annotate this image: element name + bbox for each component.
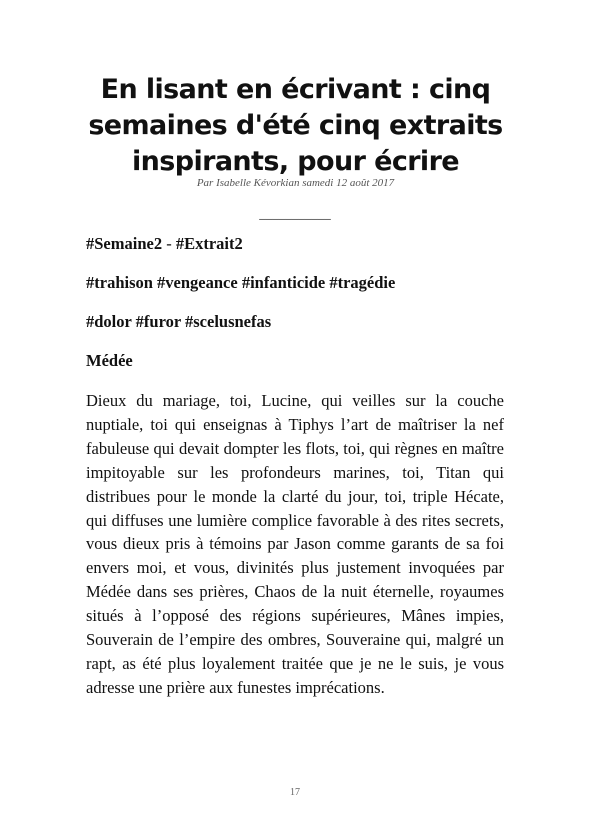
hashtags-line-1: #trahison #vengeance #infanticide #tragédie (86, 273, 396, 292)
body-paragraph: Dieux du mariage, toi, Lucine, qui veilles sur la couche nuptiale, toi qui enseignas à Tiphys l’art de maîtriser la nef fabuleuse qui devait dompter les flots, toi, qui règnes en maître impitoyable sur les profondeurs marines, toi, Titan qui distribues pour le monde la clarté du jour, toi, triple Hécate, qui diffuses une lumière complice favorable à des rites secrets, vous dieux pris à témoins par Jason comme garants de sa foi envers moi, et vous, divinités plus justement invoquées par Médée dans ses prières, Chaos de la nuit éternelle, royaumes situés à l’opposé des régions supérieures, Mânes impies, Souverain de l’empire des ombres, Souveraine qui, malgré un rapt, as été plus loyalement traitée que je ne le suis, je vous adresse une prière aux funestes imprécations. (86, 391, 504, 697)
extract-tag: #Extrait2 (175, 234, 243, 253)
week-extract-heading (86, 234, 506, 254)
page-title: En lisant en écrivant : cinq semaines d'été cinq extraits inspirants, pour écrire (88, 74, 503, 177)
heading-dash: - (162, 234, 176, 253)
page-number: 17 (290, 787, 300, 798)
hashtags-line-2: #dolor #furor #scelusnefas (86, 312, 272, 331)
section-heading: Médée (86, 351, 133, 370)
separator-rule: ___________ (259, 207, 331, 221)
author-date-byline: Par Isabelle Kévorkian samedi 12 août 2017 (196, 177, 395, 189)
week-tag: #Semaine2 (86, 234, 163, 253)
